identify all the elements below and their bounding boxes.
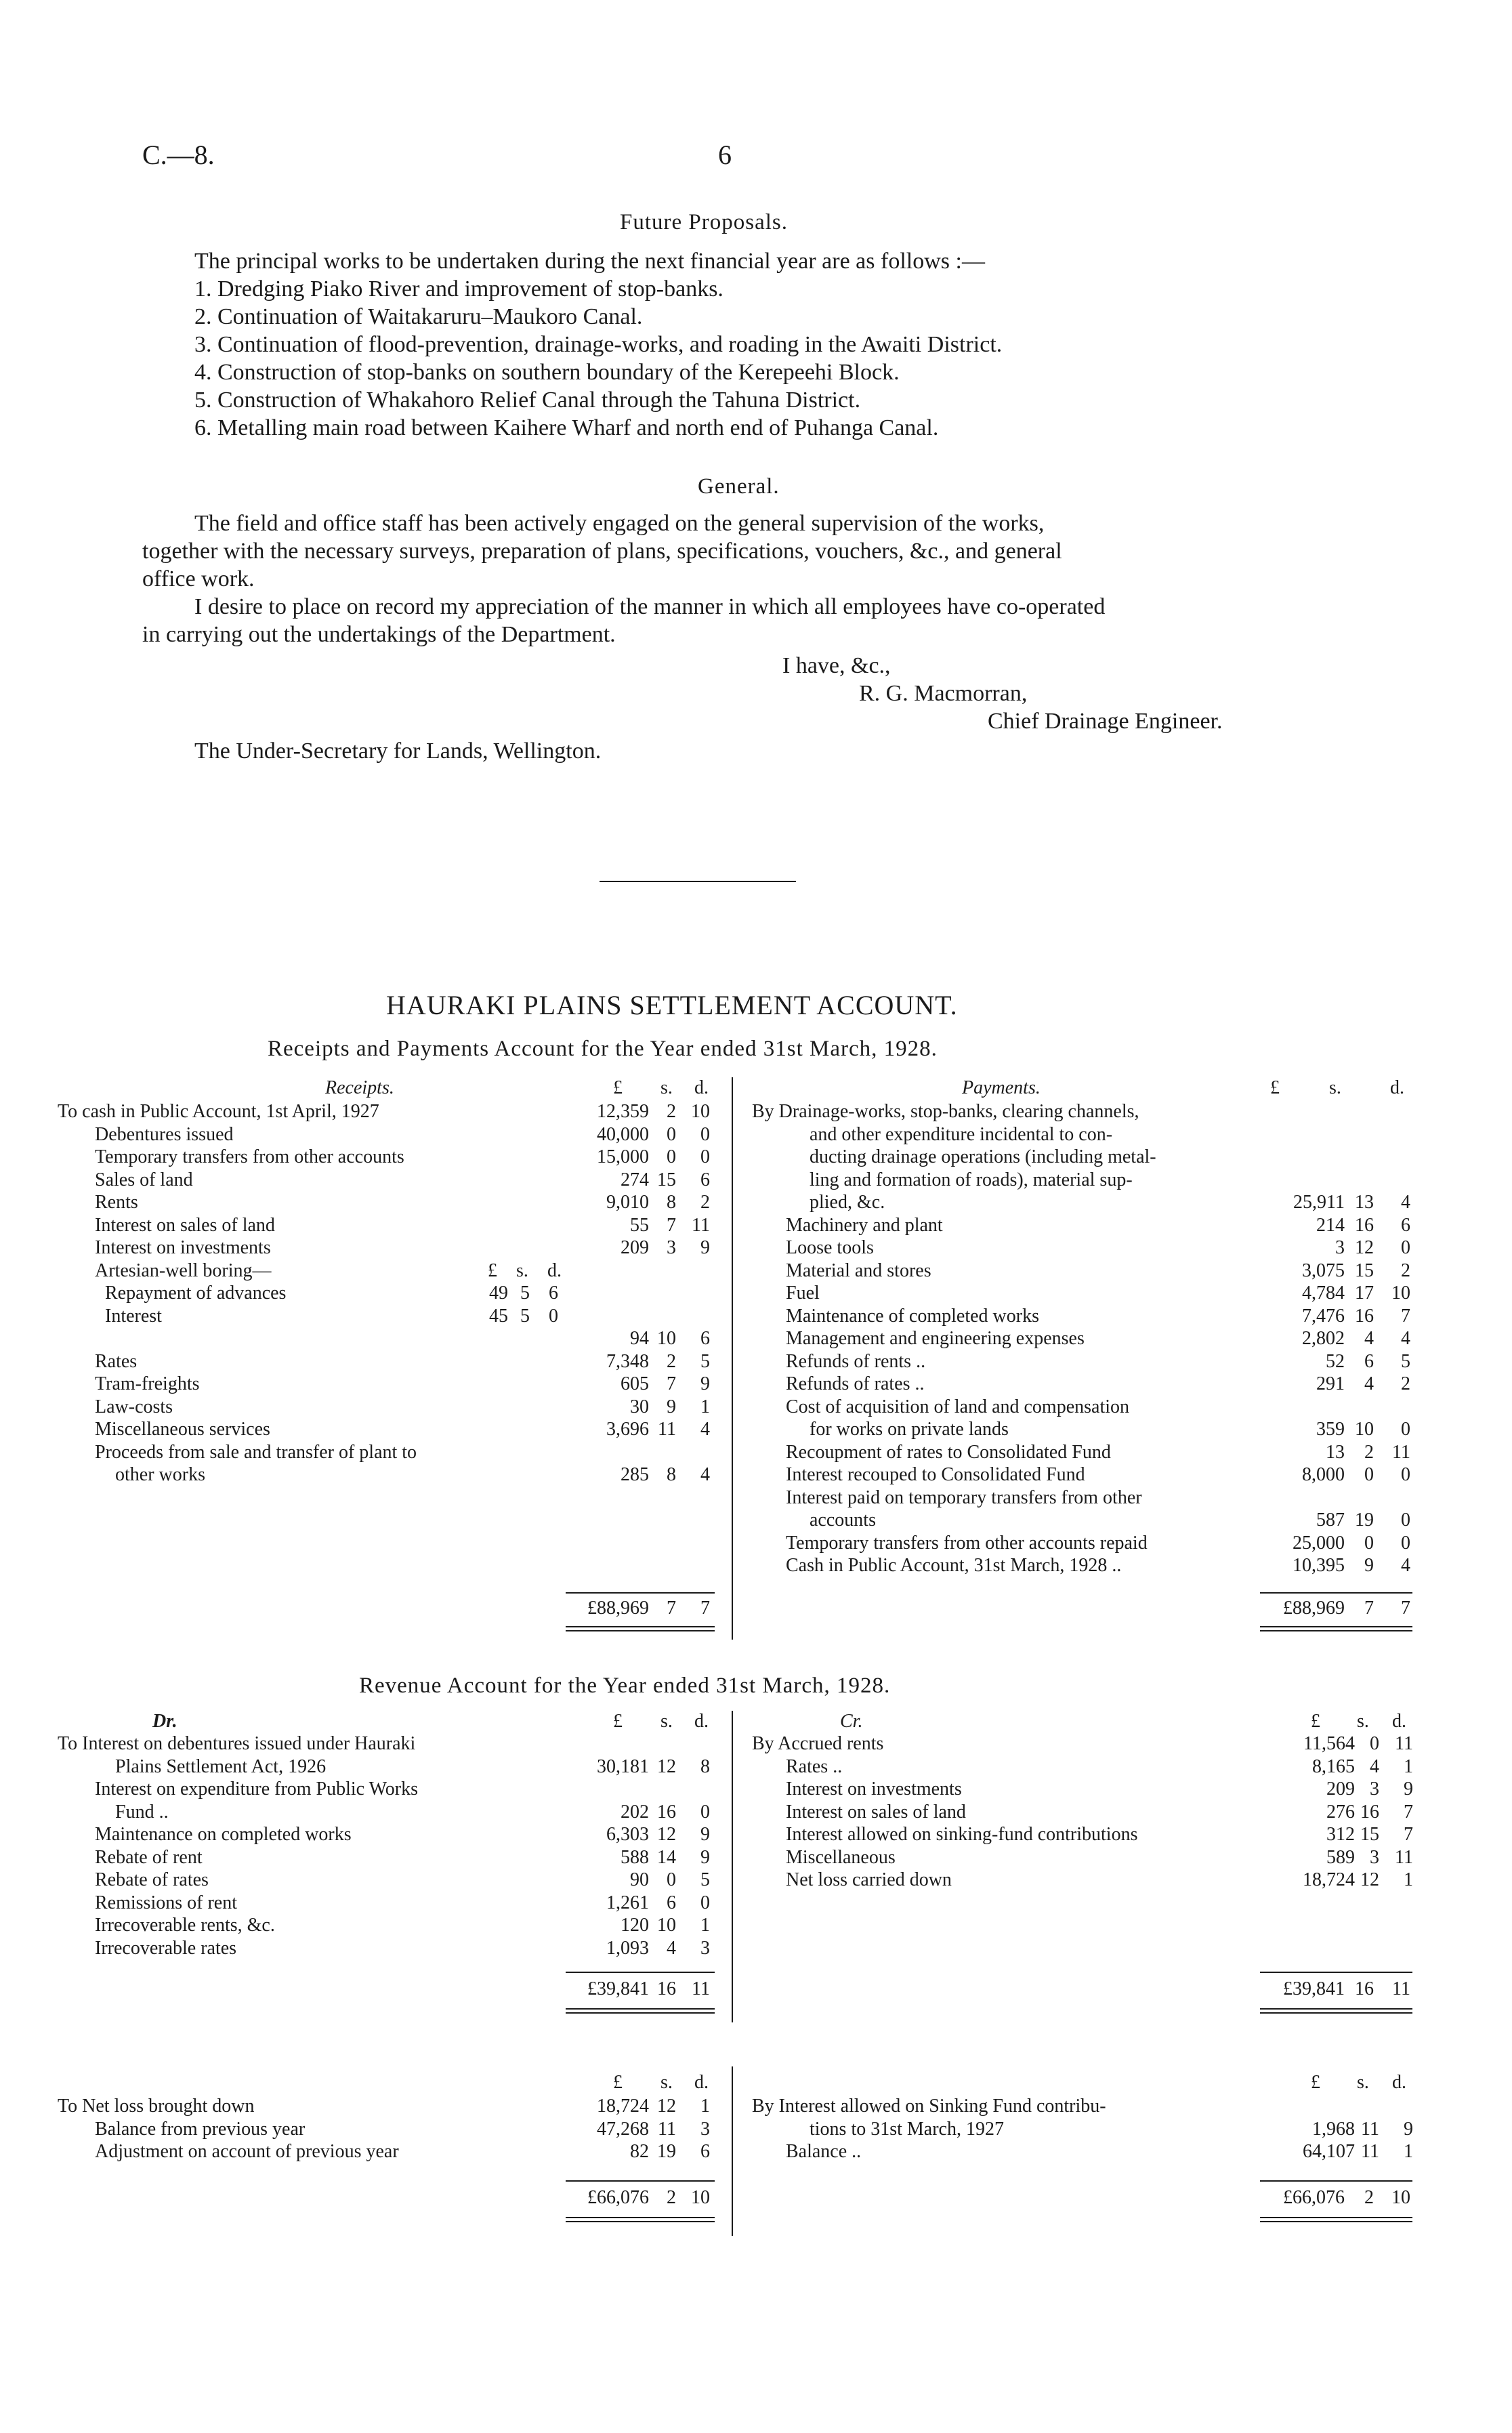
page-number: 6 bbox=[718, 140, 732, 170]
payment-shillings: 19 bbox=[1355, 1510, 1374, 1531]
payment-label: Management and engineering expenses bbox=[786, 1328, 1085, 1349]
payment-pence: 10 bbox=[1391, 1283, 1410, 1304]
revenue-cr-pounds: 18,724 bbox=[1303, 1869, 1355, 1890]
balance-cr-total-pounds: £66,076 bbox=[1283, 2187, 1345, 2208]
balance-dr-total-shillings: 2 bbox=[667, 2187, 676, 2208]
balance-dr-total-pence: 10 bbox=[691, 2187, 710, 2208]
general-paragraph-line: I desire to place on record my appreciation of the manner in which all employees have co-operated bbox=[194, 594, 1106, 619]
revenue-cr-label: Interest on investments bbox=[786, 1779, 962, 1800]
revenue-cr-label: Rates .. bbox=[786, 1755, 843, 1777]
payment-pounds: 587 bbox=[1316, 1510, 1345, 1531]
revenue-dr-shillings: 4 bbox=[667, 1937, 676, 1959]
revenue-cr-shillings: 3 bbox=[1370, 1779, 1379, 1800]
revenue-dr-pence: 9 bbox=[700, 1846, 710, 1868]
receipt-label: Sales of land bbox=[95, 1169, 193, 1190]
balance-cr-pence: 9 bbox=[1404, 2118, 1413, 2140]
receipt-pounds: 605 bbox=[621, 1373, 649, 1394]
revenue-dr-shillings: 6 bbox=[667, 1892, 676, 1913]
payment-label: Material and stores bbox=[786, 1260, 931, 1281]
receipt-shillings: 3 bbox=[667, 1237, 676, 1258]
payment-label: Refunds of rents .. bbox=[786, 1350, 926, 1372]
receipt-label: Artesian-well boring— bbox=[95, 1260, 272, 1281]
payment-pounds: 359 bbox=[1316, 1419, 1345, 1440]
payment-pounds: 3 bbox=[1335, 1237, 1345, 1258]
balance-cr-total-shillings: 2 bbox=[1364, 2187, 1374, 2208]
receipt-pence: 4 bbox=[700, 1464, 710, 1485]
cr-heading: Cr. bbox=[840, 1711, 863, 1732]
receipt-pence: 0 bbox=[700, 1123, 710, 1145]
total-rule bbox=[566, 2217, 715, 2218]
receipt-pounds: 285 bbox=[621, 1464, 649, 1485]
payment-pounds: 7,476 bbox=[1302, 1305, 1345, 1327]
payment-shillings: 10 bbox=[1355, 1419, 1374, 1440]
future-proposals-heading: Future Proposals. bbox=[620, 210, 788, 234]
total-rule bbox=[1260, 2221, 1412, 2222]
payment-pence: 2 bbox=[1401, 1260, 1410, 1281]
balance-cr-pence: 1 bbox=[1404, 2141, 1413, 2162]
payment-shillings: 6 bbox=[1364, 1350, 1374, 1372]
revenue-dr-label: Interest on expenditure from Public Works bbox=[95, 1779, 419, 1800]
revenue-dr-pounds: 90 bbox=[630, 1869, 649, 1890]
receipt-shillings: 7 bbox=[667, 1373, 676, 1394]
receipt-pounds: 94 bbox=[630, 1328, 649, 1349]
receipt-label: To cash in Public Account, 1st April, 1927 bbox=[58, 1101, 379, 1122]
revenue-dr-label: To Interest on debentures issued under Hauraki bbox=[58, 1733, 416, 1754]
total-rule bbox=[1260, 2180, 1412, 2182]
revenue-cr-label: Interest allowed on sinking-fund contributions bbox=[786, 1824, 1138, 1845]
col-shillings: s. bbox=[660, 2072, 673, 2093]
revenue-dr-label: Maintenance on completed works bbox=[95, 1824, 352, 1845]
payment-pence: 6 bbox=[1401, 1214, 1410, 1236]
receipt-pounds: 9,010 bbox=[606, 1192, 649, 1213]
receipt-pounds: 7,348 bbox=[606, 1350, 649, 1372]
receipt-pence: 10 bbox=[691, 1101, 710, 1122]
receipt-pounds: 45 bbox=[489, 1305, 508, 1327]
payment-shillings: 13 bbox=[1355, 1192, 1374, 1213]
revenue-cr-pounds: 209 bbox=[1326, 1779, 1355, 1800]
receipt-label: Proceeds from sale and transfer of plant to bbox=[95, 1441, 417, 1463]
receipt-pence: 2 bbox=[700, 1192, 710, 1213]
cr-total-pounds: £39,841 bbox=[1283, 1978, 1345, 1999]
payment-label: Cash in Public Account, 31st March, 1928 .. bbox=[786, 1555, 1122, 1576]
col-shillings: s. bbox=[660, 1711, 673, 1732]
payment-label: Interest paid on temporary transfers from other bbox=[786, 1486, 1142, 1508]
col-pound: £ bbox=[613, 1077, 623, 1098]
future-item: 4. Construction of stop-banks on southern boundary of the Kerepeehi Block. bbox=[194, 360, 900, 385]
col-pence: d. bbox=[1392, 2072, 1406, 2093]
payment-label: Refunds of rates .. bbox=[786, 1373, 925, 1394]
revenue-dr-shillings: 10 bbox=[657, 1915, 676, 1936]
balance-cr-label: tions to 31st March, 1927 bbox=[810, 2118, 1004, 2140]
payment-pence: 0 bbox=[1401, 1237, 1410, 1258]
payment-pence: 2 bbox=[1401, 1373, 1410, 1394]
revenue-cr-pence: 9 bbox=[1404, 1779, 1413, 1800]
balance-cr-total-pence: 10 bbox=[1391, 2187, 1410, 2208]
receipt-shillings: 5 bbox=[520, 1305, 530, 1327]
balance-cr-pounds: 64,107 bbox=[1303, 2141, 1355, 2162]
col-pence: d. bbox=[694, 1077, 709, 1098]
general-paragraph-line: The field and office staff has been actively engaged on the general supervision of the works, bbox=[194, 511, 1045, 536]
revenue-dr-pounds: 6,303 bbox=[606, 1824, 649, 1845]
payment-pounds: 291 bbox=[1316, 1373, 1345, 1394]
revenue-cr-label: Miscellaneous bbox=[786, 1846, 896, 1868]
payment-label: Machinery and plant bbox=[786, 1214, 943, 1236]
revenue-cr-pence: 11 bbox=[1395, 1846, 1413, 1868]
revenue-cr-pounds: 11,564 bbox=[1303, 1733, 1355, 1754]
balance-dr-label: To Net loss brought down bbox=[58, 2096, 255, 2117]
receipt-pence: 11 bbox=[692, 1214, 710, 1236]
receipt-pence: 6 bbox=[700, 1169, 710, 1190]
payment-pounds: 52 bbox=[1326, 1350, 1345, 1372]
revenue-cr-label: Net loss carried down bbox=[786, 1869, 952, 1890]
receipt-label: Interest on investments bbox=[95, 1237, 271, 1258]
general-heading: General. bbox=[698, 474, 780, 499]
payment-label: and other expenditure incidental to con- bbox=[810, 1123, 1113, 1145]
general-paragraph-line: office work. bbox=[142, 566, 255, 591]
revenue-dr-pounds: 1,261 bbox=[606, 1892, 649, 1913]
col-pence: d. bbox=[694, 1711, 709, 1732]
col-pound: £ bbox=[1311, 2072, 1320, 2093]
balance-cr-pounds: 1,968 bbox=[1312, 2118, 1355, 2140]
balance-cr-shillings: 11 bbox=[1361, 2141, 1379, 2162]
receipt-shillings: 2 bbox=[667, 1101, 676, 1122]
receipt-shillings: 9 bbox=[667, 1396, 676, 1417]
revenue-cr-pence: 7 bbox=[1404, 1824, 1413, 1845]
sub-col-shillings: s. bbox=[516, 1260, 528, 1281]
payment-shillings: 16 bbox=[1355, 1305, 1374, 1327]
payment-shillings: 9 bbox=[1364, 1555, 1374, 1576]
receipt-label: Interest on sales of land bbox=[95, 1214, 275, 1236]
payment-label: Cost of acquisition of land and compensation bbox=[786, 1396, 1130, 1417]
receipt-pence: 6 bbox=[549, 1283, 558, 1304]
revenue-dr-pence: 0 bbox=[700, 1892, 710, 1913]
cr-total-pence: 11 bbox=[1392, 1978, 1410, 1999]
receipt-shillings: 8 bbox=[667, 1192, 676, 1213]
receipts-total-pounds: £88,969 bbox=[587, 1598, 649, 1619]
payment-label: ducting drainage operations (including metal- bbox=[810, 1146, 1156, 1167]
revenue-cr-shillings: 3 bbox=[1370, 1846, 1379, 1868]
receipt-shillings: 5 bbox=[520, 1283, 530, 1304]
receipt-label: Rents bbox=[95, 1192, 138, 1213]
receipt-pounds: 49 bbox=[489, 1283, 508, 1304]
receipt-label: Temporary transfers from other accounts bbox=[95, 1146, 404, 1167]
revenue-dr-pounds: 30,181 bbox=[597, 1755, 649, 1777]
dr-total-shillings: 16 bbox=[657, 1978, 676, 1999]
future-item: 3. Continuation of flood-prevention, drainage-works, and roading in the Awaiti District. bbox=[194, 332, 1003, 357]
cr-total-shillings: 16 bbox=[1355, 1978, 1374, 1999]
revenue-dr-shillings: 12 bbox=[657, 1824, 676, 1845]
payment-shillings: 15 bbox=[1355, 1260, 1374, 1281]
dr-total-pounds: £39,841 bbox=[587, 1978, 649, 1999]
payment-shillings: 12 bbox=[1355, 1237, 1374, 1258]
payments-heading: Payments. bbox=[962, 1077, 1041, 1098]
payment-label: Maintenance of completed works bbox=[786, 1305, 1039, 1327]
receipt-shillings: 0 bbox=[667, 1146, 676, 1167]
revenue-cr-pounds: 276 bbox=[1326, 1801, 1355, 1823]
revenue-dr-pence: 9 bbox=[700, 1824, 710, 1845]
dr-total-pence: 11 bbox=[692, 1978, 710, 1999]
payment-label: Fuel bbox=[786, 1283, 820, 1304]
payment-label: Temporary transfers from other accounts repaid bbox=[786, 1532, 1148, 1554]
receipt-shillings: 11 bbox=[658, 1419, 676, 1440]
receipt-label: Debentures issued bbox=[95, 1123, 234, 1145]
receipt-pounds: 274 bbox=[621, 1169, 649, 1190]
future-item: 1. Dredging Piako River and improvement of stop-banks. bbox=[194, 276, 723, 301]
balance-cr-shillings: 11 bbox=[1361, 2118, 1379, 2140]
receipt-pounds: 209 bbox=[621, 1237, 649, 1258]
payment-shillings: 2 bbox=[1364, 1441, 1374, 1463]
revenue-dr-shillings: 12 bbox=[657, 1755, 676, 1777]
revenue-dr-shillings: 14 bbox=[657, 1846, 676, 1868]
receipt-pounds: 15,000 bbox=[597, 1146, 649, 1167]
total-rule bbox=[1260, 2217, 1412, 2218]
revenue-cr-pence: 7 bbox=[1404, 1801, 1413, 1823]
revenue-cr-shillings: 0 bbox=[1370, 1733, 1379, 1754]
balance-dr-pence: 3 bbox=[700, 2118, 710, 2140]
col-pound: £ bbox=[1270, 1077, 1280, 1098]
revenue-cr-label: By Accrued rents bbox=[752, 1733, 884, 1754]
revenue-cr-pounds: 312 bbox=[1326, 1824, 1355, 1845]
receipts-total-shillings: 7 bbox=[667, 1598, 676, 1619]
sub-col-pence: d. bbox=[547, 1260, 562, 1281]
general-paragraph-line: in carrying out the undertakings of the Department. bbox=[142, 622, 616, 647]
receipt-label: other works bbox=[115, 1464, 205, 1485]
dr-heading: Dr. bbox=[152, 1711, 177, 1732]
balance-dr-shillings: 19 bbox=[657, 2141, 676, 2162]
payment-label: Loose tools bbox=[786, 1237, 874, 1258]
receipt-pounds: 55 bbox=[630, 1214, 649, 1236]
payment-shillings: 4 bbox=[1364, 1328, 1374, 1349]
col-pence: d. bbox=[1392, 1711, 1406, 1732]
signoff: I have, &c., bbox=[782, 653, 891, 678]
balance-cr-label: By Interest allowed on Sinking Fund contribu- bbox=[752, 2096, 1106, 2117]
receipt-label: Repayment of advances bbox=[105, 1283, 287, 1304]
revenue-cr-pounds: 8,165 bbox=[1312, 1755, 1355, 1777]
balance-dr-pence: 1 bbox=[700, 2096, 710, 2117]
signatory-title: Chief Drainage Engineer. bbox=[988, 709, 1223, 734]
revenue-dr-pence: 5 bbox=[700, 1869, 710, 1890]
receipt-shillings: 2 bbox=[667, 1350, 676, 1372]
revenue-dr-label: Rebate of rates bbox=[95, 1869, 209, 1890]
col-shillings: s. bbox=[660, 1077, 673, 1098]
balance-dr-shillings: 12 bbox=[657, 2096, 676, 2117]
total-rule bbox=[566, 2180, 715, 2182]
revenue-account-title: Revenue Account for the Year ended 31st March, 1928. bbox=[359, 1673, 891, 1698]
receipt-pounds: 3,696 bbox=[606, 1419, 649, 1440]
receipt-shillings: 10 bbox=[657, 1328, 676, 1349]
balance-dr-label: Adjustment on account of previous year bbox=[95, 2141, 399, 2162]
receipt-pounds: 40,000 bbox=[597, 1123, 649, 1145]
sub-col-pound: £ bbox=[488, 1260, 497, 1281]
future-item: 2. Continuation of Waitakaruru–Maukoro Canal. bbox=[194, 304, 643, 329]
payment-pence: 5 bbox=[1401, 1350, 1410, 1372]
account-title: HAURAKI PLAINS SETTLEMENT ACCOUNT. bbox=[386, 990, 958, 1020]
receipt-pence: 4 bbox=[700, 1419, 710, 1440]
payment-pence: 4 bbox=[1401, 1555, 1410, 1576]
receipt-pence: 0 bbox=[549, 1305, 558, 1327]
receipt-label: Tram-freights bbox=[95, 1373, 200, 1394]
receipt-pence: 9 bbox=[700, 1237, 710, 1258]
payment-label: accounts bbox=[810, 1510, 876, 1531]
receipts-payments-subtitle: Receipts and Payments Account for the Year ended 31st March, 1928. bbox=[268, 1037, 938, 1061]
revenue-cr-shillings: 15 bbox=[1360, 1824, 1379, 1845]
balance-dr-pounds: 18,724 bbox=[597, 2096, 649, 2117]
revenue-dr-label: Irrecoverable rates bbox=[95, 1937, 237, 1959]
payment-shillings: 16 bbox=[1355, 1214, 1374, 1236]
payment-pence: 0 bbox=[1401, 1532, 1410, 1554]
future-item: 6. Metalling main road between Kaihere Wharf and north end of Puhanga Canal. bbox=[194, 415, 939, 440]
column-rule bbox=[732, 2066, 733, 2236]
payment-shillings: 0 bbox=[1364, 1464, 1374, 1485]
receipt-shillings: 8 bbox=[667, 1464, 676, 1485]
balance-dr-total-pounds: £66,076 bbox=[587, 2187, 649, 2208]
payment-pounds: 25,000 bbox=[1293, 1532, 1345, 1554]
revenue-dr-pence: 3 bbox=[700, 1937, 710, 1959]
payment-label: Interest recouped to Consolidated Fund bbox=[786, 1464, 1085, 1485]
payment-shillings: 4 bbox=[1364, 1373, 1374, 1394]
payment-shillings: 0 bbox=[1364, 1532, 1374, 1554]
payment-pence: 11 bbox=[1392, 1441, 1410, 1463]
col-pound: £ bbox=[613, 1711, 623, 1732]
payment-label: plied, &c. bbox=[810, 1192, 885, 1213]
revenue-dr-pounds: 202 bbox=[621, 1801, 649, 1823]
payment-label: By Drainage-works, stop-banks, clearing channels, bbox=[752, 1101, 1139, 1122]
revenue-cr-pence: 11 bbox=[1395, 1733, 1413, 1754]
payment-shillings: 17 bbox=[1355, 1283, 1374, 1304]
payments-total-pence: 7 bbox=[1401, 1598, 1410, 1619]
revenue-dr-pounds: 1,093 bbox=[606, 1937, 649, 1959]
receipt-shillings: 15 bbox=[657, 1169, 676, 1190]
payment-pounds: 2,802 bbox=[1302, 1328, 1345, 1349]
revenue-dr-pence: 0 bbox=[700, 1801, 710, 1823]
future-item: 5. Construction of Whakahoro Relief Canal through the Tahuna District. bbox=[194, 388, 861, 413]
page-reference: C.—8. bbox=[142, 140, 215, 170]
col-pound: £ bbox=[1311, 1711, 1320, 1732]
revenue-dr-pence: 1 bbox=[700, 1915, 710, 1936]
payment-pounds: 25,911 bbox=[1293, 1192, 1345, 1213]
revenue-dr-label: Plains Settlement Act, 1926 bbox=[115, 1755, 327, 1777]
payment-pounds: 13 bbox=[1326, 1441, 1345, 1463]
payment-label: for works on private lands bbox=[810, 1419, 1009, 1440]
col-pound: £ bbox=[613, 2072, 623, 2093]
payment-pounds: 10,395 bbox=[1293, 1555, 1345, 1576]
addressee: The Under-Secretary for Lands, Wellington. bbox=[194, 739, 602, 764]
payment-label: ling and formation of roads), material sup- bbox=[810, 1169, 1133, 1190]
revenue-cr-label: Interest on sales of land bbox=[786, 1801, 966, 1823]
balance-dr-shillings: 11 bbox=[658, 2118, 676, 2140]
balance-dr-label: Balance from previous year bbox=[95, 2118, 306, 2140]
general-paragraph-line: together with the necessary surveys, preparation of plans, specifications, vouchers, &c., and general bbox=[142, 539, 1062, 564]
balance-dr-pence: 6 bbox=[700, 2141, 710, 2162]
payment-pence: 0 bbox=[1401, 1510, 1410, 1531]
future-intro: The principal works to be undertaken during the next financial year are as follows :— bbox=[194, 249, 985, 274]
revenue-dr-shillings: 0 bbox=[667, 1869, 676, 1890]
revenue-cr-shillings: 4 bbox=[1370, 1755, 1379, 1777]
receipts-heading: Receipts. bbox=[325, 1077, 394, 1098]
payment-pounds: 4,784 bbox=[1302, 1283, 1345, 1304]
balance-dr-pounds: 47,268 bbox=[597, 2118, 649, 2140]
revenue-dr-shillings: 16 bbox=[657, 1801, 676, 1823]
payment-pence: 4 bbox=[1401, 1192, 1410, 1213]
payment-pounds: 3,075 bbox=[1302, 1260, 1345, 1281]
revenue-dr-label: Rebate of rent bbox=[95, 1846, 203, 1868]
payment-pence: 4 bbox=[1401, 1328, 1410, 1349]
revenue-dr-label: Remissions of rent bbox=[95, 1892, 237, 1913]
revenue-dr-pence: 8 bbox=[700, 1755, 710, 1777]
revenue-dr-label: Fund .. bbox=[115, 1801, 169, 1823]
col-shillings: s. bbox=[1357, 2072, 1369, 2093]
revenue-dr-pounds: 588 bbox=[621, 1846, 649, 1868]
revenue-cr-shillings: 12 bbox=[1360, 1869, 1379, 1890]
total-rule bbox=[566, 2221, 715, 2222]
receipt-pence: 9 bbox=[700, 1373, 710, 1394]
receipt-label: Interest bbox=[105, 1305, 162, 1327]
col-shillings: s. bbox=[1329, 1077, 1341, 1098]
signatory-name: R. G. Macmorran, bbox=[859, 681, 1028, 706]
payment-pounds: 8,000 bbox=[1302, 1464, 1345, 1485]
revenue-dr-pounds: 120 bbox=[621, 1915, 649, 1936]
col-shillings: s. bbox=[1357, 1711, 1369, 1732]
revenue-cr-pence: 1 bbox=[1404, 1869, 1413, 1890]
payment-pence: 7 bbox=[1401, 1305, 1410, 1327]
revenue-cr-shillings: 16 bbox=[1360, 1801, 1379, 1823]
payment-label: Recoupment of rates to Consolidated Fund bbox=[786, 1441, 1111, 1463]
receipt-pence: 5 bbox=[700, 1350, 710, 1372]
balance-cr-label: Balance .. bbox=[786, 2141, 862, 2162]
receipt-pounds: 30 bbox=[630, 1396, 649, 1417]
payments-total-shillings: 7 bbox=[1364, 1598, 1374, 1619]
receipt-label: Law-costs bbox=[95, 1396, 173, 1417]
receipts-total-pence: 7 bbox=[700, 1598, 710, 1619]
revenue-cr-pence: 1 bbox=[1404, 1755, 1413, 1777]
revenue-dr-label: Irrecoverable rents, &c. bbox=[95, 1915, 275, 1936]
receipt-pence: 1 bbox=[700, 1396, 710, 1417]
receipt-pence: 0 bbox=[700, 1146, 710, 1167]
balance-dr-pounds: 82 bbox=[630, 2141, 649, 2162]
payment-pence: 0 bbox=[1401, 1464, 1410, 1485]
payment-pounds: 214 bbox=[1316, 1214, 1345, 1236]
revenue-cr-pounds: 589 bbox=[1326, 1846, 1355, 1868]
receipt-label: Miscellaneous services bbox=[95, 1419, 270, 1440]
receipt-shillings: 7 bbox=[667, 1214, 676, 1236]
col-pence: d. bbox=[1390, 1077, 1404, 1098]
receipt-pence: 6 bbox=[700, 1328, 710, 1349]
col-pence: d. bbox=[694, 2072, 709, 2093]
payments-total-pounds: £88,969 bbox=[1283, 1598, 1345, 1619]
receipt-shillings: 0 bbox=[667, 1123, 676, 1145]
payment-pence: 0 bbox=[1401, 1419, 1410, 1440]
receipt-label: Rates bbox=[95, 1350, 138, 1372]
receipt-pounds: 12,359 bbox=[597, 1101, 649, 1122]
